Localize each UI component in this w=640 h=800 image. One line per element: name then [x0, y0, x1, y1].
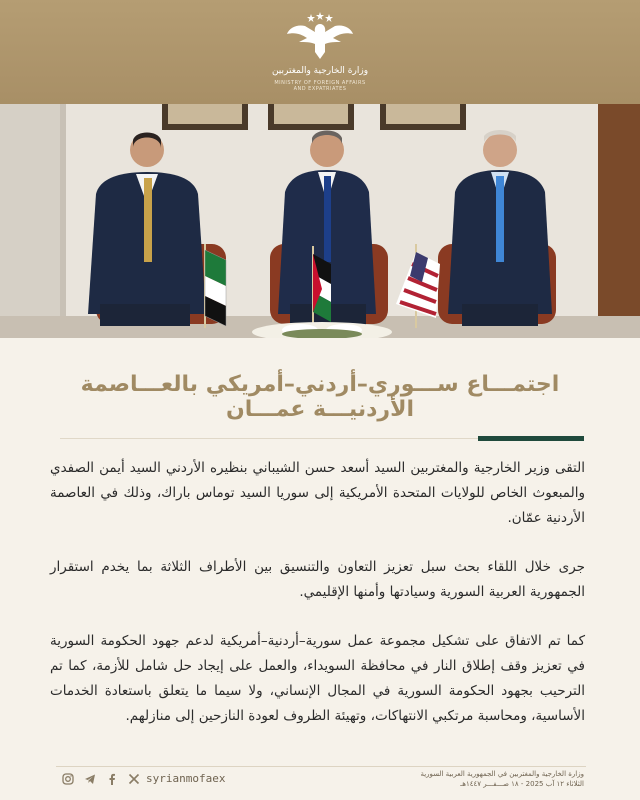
social-icons [62, 773, 140, 785]
footer-bar [56, 766, 586, 793]
x-icon[interactable] [128, 773, 140, 785]
eagle-emblem-icon [285, 12, 355, 60]
paragraph-3: كما تم الاتفاق على تشكيل مجموعة عمل سورية–أردنية–أمريكية لدعم جهود الحكومة السورية في تعزيز وقف إطلاق النار في محافظة السويداء، والعمل على إيجاد حل شامل للأزمة، كما تم الترحيب بجهود الحكومة السورية في المجال الإنساني، ولا سيما ما يتعلق باستعادة الخدمات الأساسية، ومحاسبة مرتكبي الانتهاكات، وتهيئة الظروف لعودة النازحين إلى منازلهم. [50, 633, 585, 724]
article-title: اجتمـــاع ســـوري–أردني–أمريكي بالعـــاصمة الأردنيـــة عمـــان [80, 372, 560, 422]
paragraph-2: جرى خلال اللقاء بحث سبل تعزيز التعاون والتنسيق بين الأطراف الثلاثة بما يخدم استقرار الجمهورية العربية السورية وسيادتها وأمنها الإقليمي. [50, 559, 585, 600]
ministry-name-en: MINISTRY OF FOREIGN AFFAIRS AND EXPATRIATES [274, 80, 366, 92]
title-divider-accent [478, 436, 584, 441]
instagram-icon[interactable] [62, 773, 74, 785]
title-divider-thin [60, 438, 478, 439]
header-banner [0, 0, 640, 104]
meeting-photo [0, 104, 640, 338]
footer-info [420, 769, 584, 789]
footer-date-line: الثلاثاء ١٢ آب 2025 - ١٨ صـــفـــر ١٤٤٧هـ [460, 780, 584, 788]
telegram-icon[interactable] [84, 773, 96, 785]
social-handle[interactable]: syrianmofaex [146, 772, 226, 785]
paragraph-1: التقى وزير الخارجية والمغتربين السيد أسعد حسن الشيباني بنظيره الأردني السيد أيمن الصفدي والمبعوث الخاص للولايات المتحدة الأمريكية إلى سوريا السيد توماس باراك، وذلك في العاصمة الأردنية عمّان. [50, 460, 585, 526]
facebook-icon[interactable] [106, 773, 118, 785]
footer-org-line: وزارة الخارجية والمغتربين في الجمهورية العربية السورية [420, 770, 584, 778]
article-body [50, 456, 585, 753]
meeting-photo-illustration [0, 104, 640, 338]
ministry-name: وزارة الخارجية والمغتربين [271, 66, 369, 76]
